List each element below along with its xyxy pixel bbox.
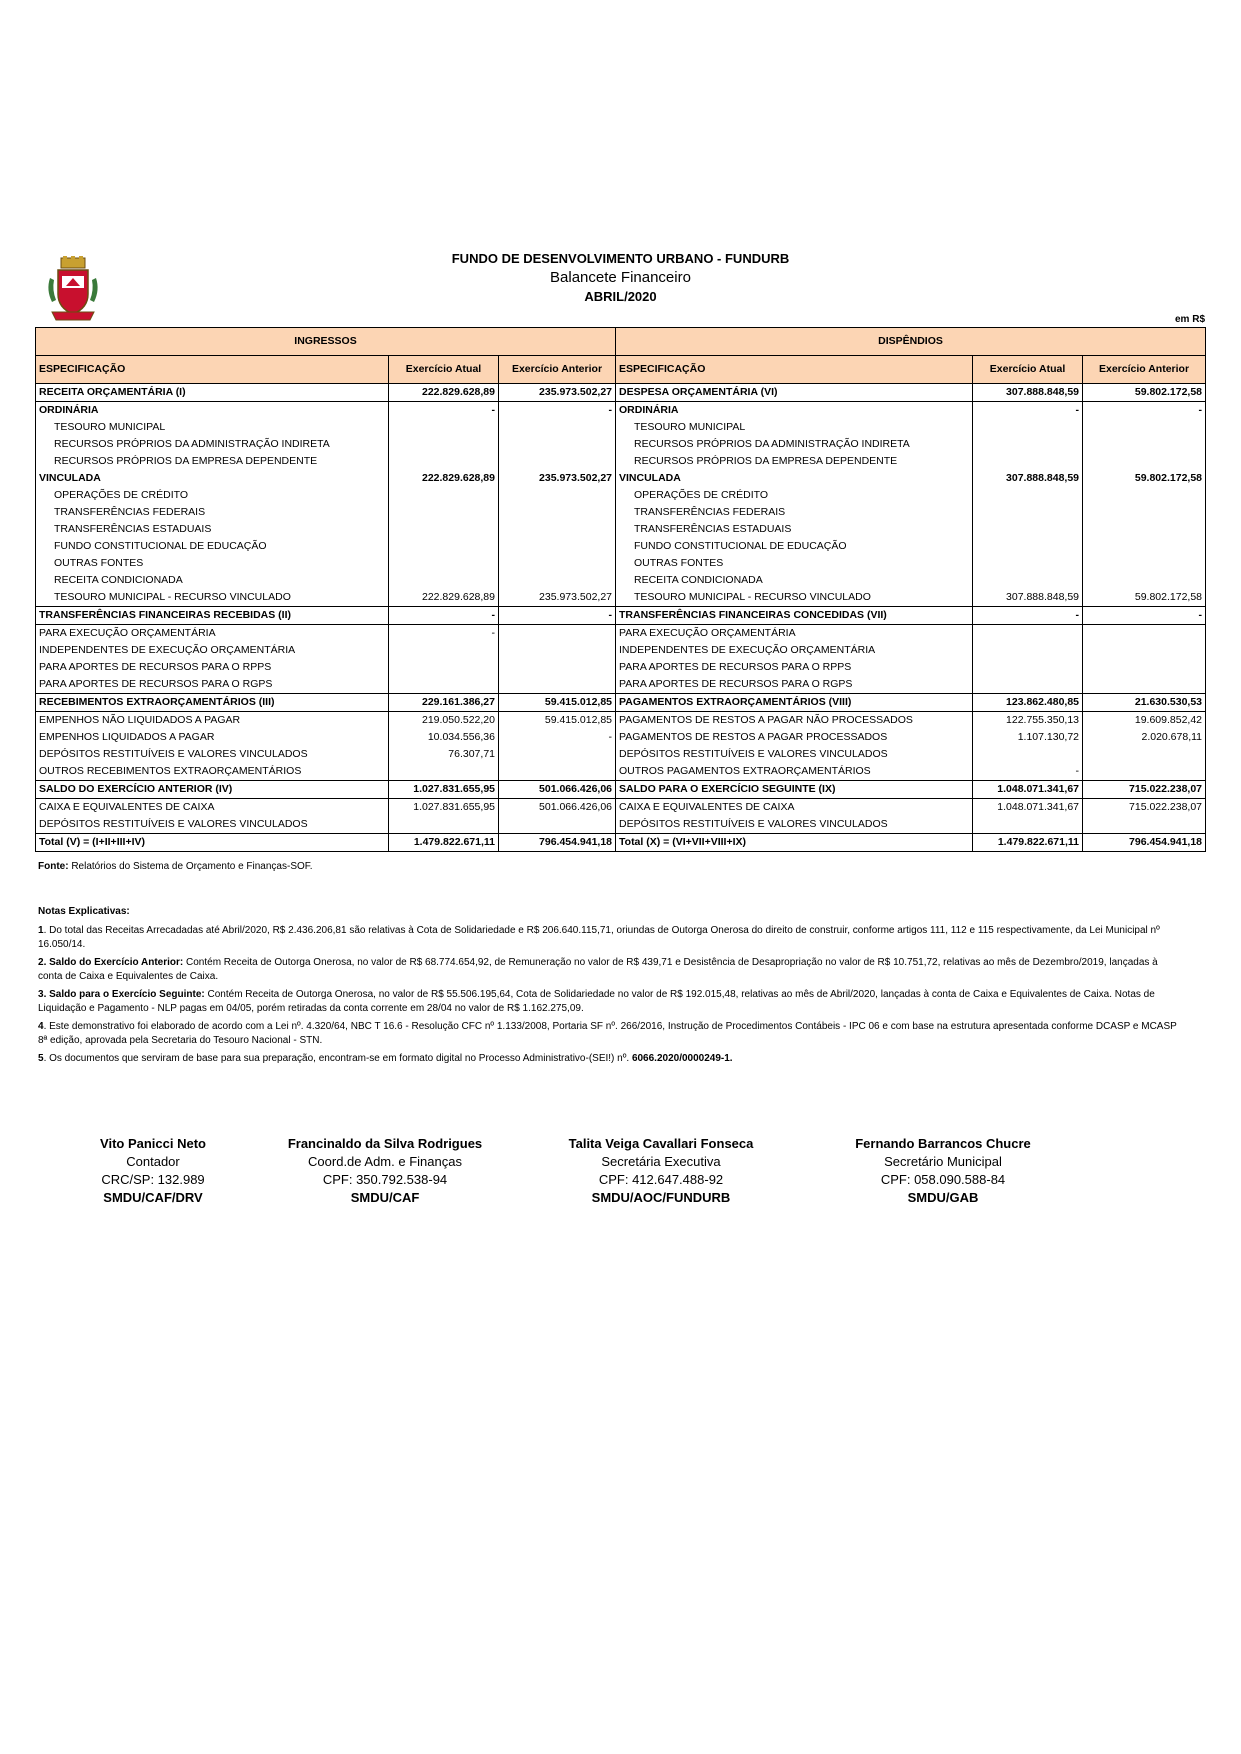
signer-department: SMDU/GAB — [907, 1190, 979, 1205]
cell-anterior-right — [1083, 436, 1206, 453]
signer-department: SMDU/CAF/DRV — [103, 1190, 203, 1205]
cell-anterior-left — [499, 676, 616, 694]
cell-anterior-right: 59.802.172,58 — [1083, 470, 1206, 487]
cell-spec-right: DEPÓSITOS RESTITUÍVEIS E VALORES VINCULADOS — [616, 746, 973, 763]
col-atual-header-right: Exercício Atual — [973, 356, 1083, 384]
table-row — [36, 659, 1206, 676]
cell-spec-left: EMPENHOS NÃO LIQUIDADOS A PAGAR — [36, 712, 389, 730]
cell-anterior-right — [1083, 521, 1206, 538]
col-atual-header-left: Exercício Atual — [389, 356, 499, 384]
source-label: Fonte: — [38, 861, 69, 872]
note-3-text: Contém Receita de Outorga Onerosa, no valor de R$ 55.506.195,64, Cota de Solidariedade no valor de R$ 192.015,48, relativas ao mês de Abril/2020, lançadas à conta de Caixa e Equivalentes de Caixa. Notas de Liquidação e Pagamento - NLP pagas em 04/05, porém retiradas da conta corrente em 28/04 no valor de R$ 1.162.275,09. — [38, 988, 1155, 1014]
table-row — [36, 763, 1206, 781]
cell-spec-left: FUNDO CONSTITUCIONAL DE EDUCAÇÃO — [36, 538, 389, 555]
cell-anterior-left — [499, 487, 616, 504]
cell-spec-right: TRANSFERÊNCIAS ESTADUAIS — [616, 521, 973, 538]
cell-atual-left: - — [389, 625, 499, 643]
table-row — [36, 402, 1206, 420]
cell-anterior-right — [1083, 555, 1206, 572]
cell-anterior-left: 501.066.426,06 — [499, 781, 616, 799]
cell-spec-right: VINCULADA — [616, 470, 973, 487]
cell-anterior-left: - — [499, 607, 616, 625]
note-1-number: 1 — [38, 924, 44, 936]
cell-spec-left: TRANSFERÊNCIAS ESTADUAIS — [36, 521, 389, 538]
cell-atual-right: 307.888.848,59 — [973, 384, 1083, 402]
note-5-process-number: 6066.2020/0000249-1. — [631, 1052, 733, 1064]
table-row — [36, 746, 1206, 763]
cell-anterior-right — [1083, 746, 1206, 763]
col-anterior-header-right: Exercício Anterior — [1083, 356, 1206, 384]
cell-anterior-right — [1083, 572, 1206, 589]
signature-block — [33, 1135, 273, 1207]
cell-atual-left — [389, 521, 499, 538]
cell-anterior-right — [1083, 642, 1206, 659]
cell-spec-right: DESPESA ORÇAMENTÁRIA (VI) — [616, 384, 973, 402]
cell-atual-right — [973, 746, 1083, 763]
cell-anterior-left: 235.973.502,27 — [499, 470, 616, 487]
cell-atual-left: 222.829.628,89 — [389, 589, 499, 607]
table-row — [36, 781, 1206, 799]
table-row — [36, 555, 1206, 572]
note-3 — [38, 988, 1178, 1017]
cell-anterior-left — [499, 642, 616, 659]
cell-spec-right: OUTROS PAGAMENTOS EXTRAORÇAMENTÁRIOS — [616, 763, 973, 781]
cell-atual-left: - — [389, 402, 499, 420]
signer-id: CPF: 058.090.588-84 — [880, 1172, 1006, 1187]
cell-atual-right — [973, 538, 1083, 555]
cell-spec-right: PAGAMENTOS DE RESTOS A PAGAR NÃO PROCESSADOS — [616, 712, 973, 730]
cell-atual-right: 307.888.848,59 — [973, 589, 1083, 607]
cell-atual-right: 307.888.848,59 — [973, 470, 1083, 487]
cell-atual-right — [973, 659, 1083, 676]
cell-anterior-left — [499, 436, 616, 453]
cell-anterior-right — [1083, 816, 1206, 834]
cell-spec-right: PARA EXECUÇÃO ORÇAMENTÁRIA — [616, 625, 973, 643]
table-row — [36, 607, 1206, 625]
table-row — [36, 572, 1206, 589]
signature-block — [823, 1135, 1063, 1207]
signer-name: Vito Panicci Neto — [100, 1136, 206, 1151]
cell-anterior-right — [1083, 676, 1206, 694]
explanatory-notes — [38, 905, 1178, 1069]
table-row — [36, 470, 1206, 487]
dispendios-header: DISPÊNDIOS — [616, 328, 1206, 356]
cell-atual-right — [973, 487, 1083, 504]
cell-spec-right: PAGAMENTOS DE RESTOS A PAGAR PROCESSADOS — [616, 729, 973, 746]
cell-atual-right: 123.862.480,85 — [973, 694, 1083, 712]
cell-anterior-right: 2.020.678,11 — [1083, 729, 1206, 746]
signer-id: CRC/SP: 132.989 — [101, 1172, 205, 1187]
cell-atual-left — [389, 659, 499, 676]
cell-atual-right: 1.479.822.671,11 — [973, 834, 1083, 852]
cell-spec-left: PARA APORTES DE RECURSOS PARA O RGPS — [36, 676, 389, 694]
cell-anterior-left: - — [499, 402, 616, 420]
cell-anterior-left — [499, 625, 616, 643]
document-header — [0, 250, 1241, 306]
table-row — [36, 521, 1206, 538]
cell-anterior-left — [499, 763, 616, 781]
cell-atual-right — [973, 642, 1083, 659]
cell-spec-right: OUTRAS FONTES — [616, 555, 973, 572]
cell-spec-left: TRANSFERÊNCIAS FINANCEIRAS RECEBIDAS (II) — [36, 607, 389, 625]
signer-role: Contador — [126, 1154, 180, 1169]
table-row — [36, 504, 1206, 521]
note-5-number: 5 — [38, 1052, 44, 1064]
cell-spec-left: EMPENHOS LIQUIDADOS A PAGAR — [36, 729, 389, 746]
cell-anterior-left: 59.415.012,85 — [499, 712, 616, 730]
signer-name: Francinaldo da Silva Rodrigues — [287, 1136, 483, 1151]
cell-anterior-left: 235.973.502,27 — [499, 384, 616, 402]
table-row — [36, 589, 1206, 607]
cell-spec-right: TESOURO MUNICIPAL — [616, 419, 973, 436]
cell-atual-right: - — [973, 402, 1083, 420]
table-row — [36, 436, 1206, 453]
cell-spec-left: CAIXA E EQUIVALENTES DE CAIXA — [36, 799, 389, 817]
cell-atual-right: 1.107.130,72 — [973, 729, 1083, 746]
cell-spec-left: SALDO DO EXERCÍCIO ANTERIOR (IV) — [36, 781, 389, 799]
cell-spec-left: TESOURO MUNICIPAL - RECURSO VINCULADO — [36, 589, 389, 607]
currency-unit: em R$ — [1174, 314, 1205, 325]
cell-spec-right: FUNDO CONSTITUCIONAL DE EDUCAÇÃO — [616, 538, 973, 555]
cell-atual-left — [389, 504, 499, 521]
signature-block — [265, 1135, 505, 1207]
cell-atual-left: 1.479.822.671,11 — [389, 834, 499, 852]
cell-spec-right: TRANSFERÊNCIAS FEDERAIS — [616, 504, 973, 521]
table-row — [36, 538, 1206, 555]
cell-spec-right: RECEITA CONDICIONADA — [616, 572, 973, 589]
cell-atual-left: - — [389, 607, 499, 625]
note-2-number: 2 — [38, 956, 44, 968]
cell-anterior-left — [499, 538, 616, 555]
signer-name: Fernando Barrancos Chucre — [855, 1136, 1031, 1151]
cell-atual-right: - — [973, 763, 1083, 781]
cell-atual-left — [389, 538, 499, 555]
cell-spec-left: ORDINÁRIA — [36, 402, 389, 420]
signer-role: Secretária Executiva — [601, 1154, 721, 1169]
cell-atual-right — [973, 572, 1083, 589]
cell-atual-left — [389, 763, 499, 781]
cell-spec-right: PAGAMENTOS EXTRAORÇAMENTÁRIOS (VIII) — [616, 694, 973, 712]
cell-spec-left: OPERAÇÕES DE CRÉDITO — [36, 487, 389, 504]
cell-anterior-right — [1083, 419, 1206, 436]
spec-header-left: ESPECIFICAÇÃO — [36, 356, 389, 384]
signer-id: CPF: 412.647.488-92 — [598, 1172, 724, 1187]
cell-spec-right: CAIXA E EQUIVALENTES DE CAIXA — [616, 799, 973, 817]
cell-atual-left — [389, 816, 499, 834]
cell-spec-right: Total (X) = (VI+VII+VIII+IX) — [616, 834, 973, 852]
cell-spec-left: DEPÓSITOS RESTITUÍVEIS E VALORES VINCULADOS — [36, 816, 389, 834]
note-3-number: 3 — [38, 988, 44, 1000]
cell-atual-left — [389, 436, 499, 453]
cell-anterior-left — [499, 572, 616, 589]
cell-anterior-right — [1083, 504, 1206, 521]
cell-atual-left — [389, 487, 499, 504]
cell-spec-right: INDEPENDENTES DE EXECUÇÃO ORÇAMENTÁRIA — [616, 642, 973, 659]
cell-spec-right: PARA APORTES DE RECURSOS PARA O RGPS — [616, 676, 973, 694]
table-row — [36, 694, 1206, 712]
note-5 — [38, 1052, 1178, 1067]
cell-anterior-right: 59.802.172,58 — [1083, 384, 1206, 402]
cell-spec-left: VINCULADA — [36, 470, 389, 487]
cell-anterior-right: 59.802.172,58 — [1083, 589, 1206, 607]
cell-anterior-right: 715.022.238,07 — [1083, 781, 1206, 799]
signer-department: SMDU/CAF — [350, 1190, 420, 1205]
cell-anterior-right — [1083, 625, 1206, 643]
cell-atual-right: 1.048.071.341,67 — [973, 799, 1083, 817]
signer-department: SMDU/AOC/FUNDURB — [591, 1190, 731, 1205]
cell-anterior-left: 59.415.012,85 — [499, 694, 616, 712]
cell-spec-right: RECURSOS PRÓPRIOS DA EMPRESA DEPENDENTE — [616, 453, 973, 470]
note-2-heading: . Saldo do Exercício Anterior: — [43, 956, 184, 968]
cell-spec-left: Total (V) = (I+II+III+IV) — [36, 834, 389, 852]
table-row — [36, 419, 1206, 436]
cell-atual-left: 1.027.831.655,95 — [389, 781, 499, 799]
note-1 — [38, 924, 1178, 953]
cell-atual-left — [389, 642, 499, 659]
cell-anterior-left: 235.973.502,27 — [499, 589, 616, 607]
cell-anterior-left: - — [499, 729, 616, 746]
signer-id: CPF: 350.792.538-94 — [322, 1172, 448, 1187]
cell-anterior-right: 21.630.530,53 — [1083, 694, 1206, 712]
note-1-text: . Do total das Receitas Arrecadadas até Abril/2020, R$ 2.436.206,81 são relativas à Cota de Solidariedade e R$ 206.640.115,71, oriundas de Outorga Onerosa do direito de construir, conforme artigos 111, 112 e 115 respectivamente, da Lei Municipal nº 16.050/14. — [38, 924, 1160, 950]
cell-anterior-right — [1083, 453, 1206, 470]
ingressos-header: INGRESSOS — [36, 328, 616, 356]
cell-anterior-left — [499, 746, 616, 763]
cell-atual-right: 1.048.071.341,67 — [973, 781, 1083, 799]
cell-atual-right — [973, 436, 1083, 453]
cell-anterior-right: - — [1083, 402, 1206, 420]
table-row — [36, 487, 1206, 504]
cell-atual-left: 76.307,71 — [389, 746, 499, 763]
balance-table — [35, 327, 1206, 852]
cell-atual-left: 10.034.556,36 — [389, 729, 499, 746]
cell-spec-right: RECURSOS PRÓPRIOS DA ADMINISTRAÇÃO INDIRETA — [616, 436, 973, 453]
cell-atual-right — [973, 453, 1083, 470]
spec-header-right: ESPECIFICAÇÃO — [616, 356, 973, 384]
cell-spec-right: ORDINÁRIA — [616, 402, 973, 420]
cell-anterior-right: 715.022.238,07 — [1083, 799, 1206, 817]
note-4 — [38, 1020, 1178, 1049]
cell-spec-right: OPERAÇÕES DE CRÉDITO — [616, 487, 973, 504]
cell-anterior-left — [499, 453, 616, 470]
cell-atual-right — [973, 816, 1083, 834]
cell-anterior-right — [1083, 659, 1206, 676]
cell-spec-left: RECEITA ORÇAMENTÁRIA (I) — [36, 384, 389, 402]
cell-spec-left: PARA APORTES DE RECURSOS PARA O RPPS — [36, 659, 389, 676]
cell-anterior-left: 796.454.941,18 — [499, 834, 616, 852]
cell-spec-left: RECEBIMENTOS EXTRAORÇAMENTÁRIOS (III) — [36, 694, 389, 712]
cell-spec-left: RECEITA CONDICIONADA — [36, 572, 389, 589]
cell-spec-left: OUTRAS FONTES — [36, 555, 389, 572]
table-row — [36, 384, 1206, 402]
cell-spec-right: PARA APORTES DE RECURSOS PARA O RPPS — [616, 659, 973, 676]
cell-atual-right — [973, 555, 1083, 572]
source-text: Relatórios do Sistema de Orçamento e Finanças-SOF. — [68, 861, 313, 872]
cell-anterior-left — [499, 659, 616, 676]
cell-atual-left — [389, 555, 499, 572]
col-anterior-header-left: Exercício Anterior — [499, 356, 616, 384]
notes-title: Notas Explicativas: — [38, 906, 130, 917]
cell-atual-left — [389, 572, 499, 589]
cell-spec-right: TESOURO MUNICIPAL - RECURSO VINCULADO — [616, 589, 973, 607]
note-4-text: . Este demonstrativo foi elaborado de acordo com a Lei nº. 4.320/64, NBC T 16.6 - Resolução CFC nº 1.133/2008, Portaria SF nº. 266/2016, Instrução de Procedimentos Contábeis - IPC 06 e com base na estrutura apresentada conforme DCASP e MCASP 8ª edição, aprovada pela Secretaria do Tesouro Nacional - STN. — [38, 1020, 1177, 1046]
signature-block — [541, 1135, 781, 1207]
cell-atual-right — [973, 625, 1083, 643]
note-3-heading: . Saldo para o Exercício Seguinte: — [43, 988, 205, 1000]
cell-anterior-right: 19.609.852,42 — [1083, 712, 1206, 730]
cell-spec-left: RECURSOS PRÓPRIOS DA EMPRESA DEPENDENTE — [36, 453, 389, 470]
cell-spec-left: TRANSFERÊNCIAS FEDERAIS — [36, 504, 389, 521]
cell-atual-left — [389, 419, 499, 436]
cell-anterior-right: - — [1083, 607, 1206, 625]
table-row — [36, 676, 1206, 694]
cell-atual-left: 219.050.522,20 — [389, 712, 499, 730]
cell-atual-right — [973, 521, 1083, 538]
table-row — [36, 816, 1206, 834]
cell-spec-left: TESOURO MUNICIPAL — [36, 419, 389, 436]
cell-spec-right: SALDO PARA O EXERCÍCIO SEGUINTE (IX) — [616, 781, 973, 799]
cell-atual-left — [389, 676, 499, 694]
table-row — [36, 729, 1206, 746]
cell-atual-left: 222.829.628,89 — [389, 384, 499, 402]
cell-spec-left: INDEPENDENTES DE EXECUÇÃO ORÇAMENTÁRIA — [36, 642, 389, 659]
cell-atual-right: 122.755.350,13 — [973, 712, 1083, 730]
table-row — [36, 625, 1206, 643]
table-row — [36, 799, 1206, 817]
cell-anterior-right — [1083, 763, 1206, 781]
table-row — [36, 642, 1206, 659]
cell-anterior-right — [1083, 538, 1206, 555]
cell-atual-left — [389, 453, 499, 470]
cell-anterior-left — [499, 555, 616, 572]
cell-atual-right: - — [973, 607, 1083, 625]
cell-spec-right: TRANSFERÊNCIAS FINANCEIRAS CONCEDIDAS (VII) — [616, 607, 973, 625]
cell-anterior-right: 796.454.941,18 — [1083, 834, 1206, 852]
document-subtitle: Balancete Financeiro — [550, 269, 691, 286]
table-row — [36, 453, 1206, 470]
cell-anterior-left: 501.066.426,06 — [499, 799, 616, 817]
cell-atual-left: 222.829.628,89 — [389, 470, 499, 487]
note-4-number: 4 — [38, 1020, 44, 1032]
cell-anterior-right — [1083, 487, 1206, 504]
source-note — [38, 861, 313, 872]
cell-anterior-left — [499, 419, 616, 436]
cell-spec-left: RECURSOS PRÓPRIOS DA ADMINISTRAÇÃO INDIRETA — [36, 436, 389, 453]
note-2-text: Contém Receita de Outorga Onerosa, no valor de R$ 68.774.654,92, de Remuneração no valor de R$ 439,71 e Desistência de Desapropriação no valor de R$ 10.751,72, relativas ao mês de Dezembro/2019, lançadas à conta de Caixa e Equivalentes de Caixa. — [38, 956, 1158, 982]
document-period: ABRIL/2020 — [584, 289, 657, 304]
cell-atual-right — [973, 419, 1083, 436]
note-5-text: . Os documentos que serviram de base para sua preparação, encontram-se em formato digital no Processo Administrativo-(SEI!) nº. — [43, 1052, 632, 1064]
signer-name: Talita Veiga Cavallari Fonseca — [568, 1136, 754, 1151]
cell-atual-left: 229.161.386,27 — [389, 694, 499, 712]
cell-spec-right: DEPÓSITOS RESTITUÍVEIS E VALORES VINCULADOS — [616, 816, 973, 834]
cell-spec-left: PARA EXECUÇÃO ORÇAMENTÁRIA — [36, 625, 389, 643]
cell-atual-right — [973, 504, 1083, 521]
cell-atual-right — [973, 676, 1083, 694]
document-title: FUNDO DE DESENVOLVIMENTO URBANO - FUNDURB — [451, 251, 790, 266]
signer-role: Secretário Municipal — [884, 1154, 1002, 1169]
table-row — [36, 712, 1206, 730]
cell-anterior-left — [499, 816, 616, 834]
table-row — [36, 834, 1206, 852]
cell-spec-left: DEPÓSITOS RESTITUÍVEIS E VALORES VINCULADOS — [36, 746, 389, 763]
cell-anterior-left — [499, 521, 616, 538]
cell-atual-left: 1.027.831.655,95 — [389, 799, 499, 817]
signer-role: Coord.de Adm. e Finanças — [308, 1154, 462, 1169]
cell-spec-left: OUTROS RECEBIMENTOS EXTRAORÇAMENTÁRIOS — [36, 763, 389, 781]
cell-anterior-left — [499, 504, 616, 521]
note-2 — [38, 956, 1178, 985]
